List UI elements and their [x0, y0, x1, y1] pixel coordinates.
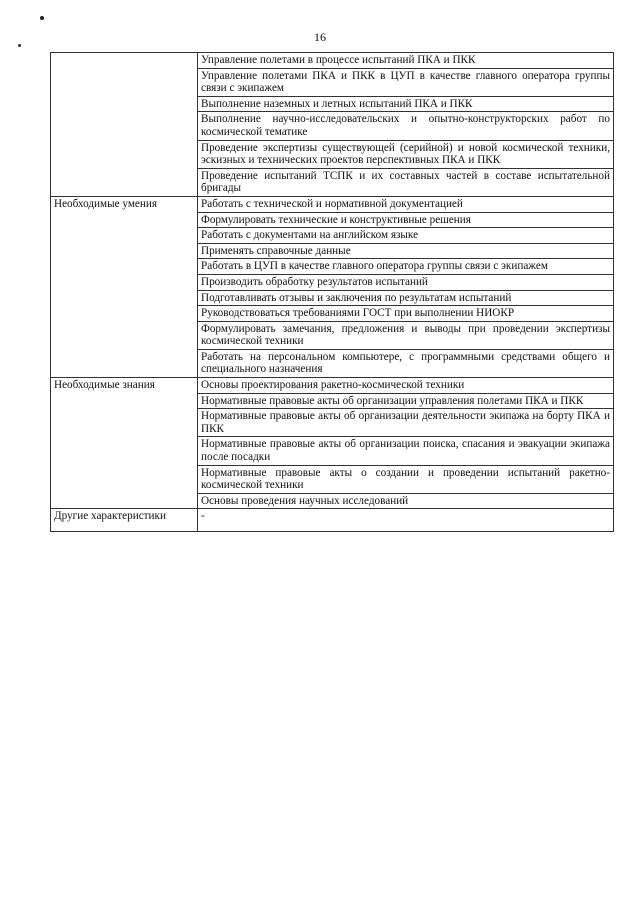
- skills-label: Необходимые умения: [51, 196, 198, 377]
- table-cell: Нормативные правовые акты об организации поиска, спасания и эвакуации экипажа после посадки: [198, 437, 614, 465]
- table-cell: Нормативные правовые акты о создании и проведении испытаний ракетно-космической техники: [198, 465, 614, 493]
- table-cell: -: [198, 509, 614, 532]
- knowledge-label: Необходимые знания: [51, 378, 198, 509]
- table-cell: Выполнение наземных и летных испытаний ПКА и ПКК: [198, 96, 614, 112]
- table-cell: Нормативные правовые акты об организации управления полетами ПКА и ПКК: [198, 393, 614, 409]
- requirements-table: [50, 52, 614, 532]
- table-cell: Проведение испытаний ТСПК и их составных частей в составе испытательной бригады: [198, 168, 614, 196]
- page-number: 16: [314, 30, 326, 44]
- continued-label-cell: [51, 53, 198, 197]
- table-row: [51, 378, 614, 394]
- table-cell: Работать в ЦУП в качестве главного оператора группы связи с экипажем: [198, 259, 614, 275]
- table-cell: Выполнение научно-исследовательских и опытно-конструкторских работ по космической тематике: [198, 112, 614, 140]
- table-cell: Управление полетами ПКА и ПКК в ЦУП в качестве главного оператора группы связи с экипажем: [198, 68, 614, 96]
- table-cell: Управление полетами в процессе испытаний ПКА и ПКК: [198, 53, 614, 69]
- table-cell: Работать на персональном компьютере, с программными средствами общего и специального назначения: [198, 349, 614, 377]
- table-cell: Проведение экспертизы существующей (серийной) и новой космической техники, эскизных и технических проектов перспективных ПКА и ПКК: [198, 140, 614, 168]
- table-cell: Формулировать технические и конструктивные решения: [198, 212, 614, 228]
- table-cell: Производить обработку результатов испытаний: [198, 274, 614, 290]
- table-cell: Работать с технической и нормативной документацией: [198, 196, 614, 212]
- table-cell: Работать с документами на английском языке: [198, 228, 614, 244]
- table-cell: Основы проектирования ракетно-космической техники: [198, 378, 614, 394]
- other-label: Другие характеристики: [51, 509, 198, 532]
- table-cell: Подготавливать отзывы и заключения по результатам испытаний: [198, 290, 614, 306]
- scan-speck: [40, 16, 44, 20]
- table-cell: Нормативные правовые акты об организации деятельности экипажа на борту ПКА и ПКК: [198, 409, 614, 437]
- table-cell: Применять справочные данные: [198, 243, 614, 259]
- table-cell: Формулировать замечания, предложения и выводы при проведении экспертизы космической техники: [198, 321, 614, 349]
- table-row: [51, 196, 614, 212]
- table-cell: Руководствоваться требованиями ГОСТ при выполнении НИОКР: [198, 306, 614, 322]
- table-row: [51, 509, 614, 532]
- table-cell: Основы проведения научных исследований: [198, 493, 614, 509]
- table-row: [51, 53, 614, 69]
